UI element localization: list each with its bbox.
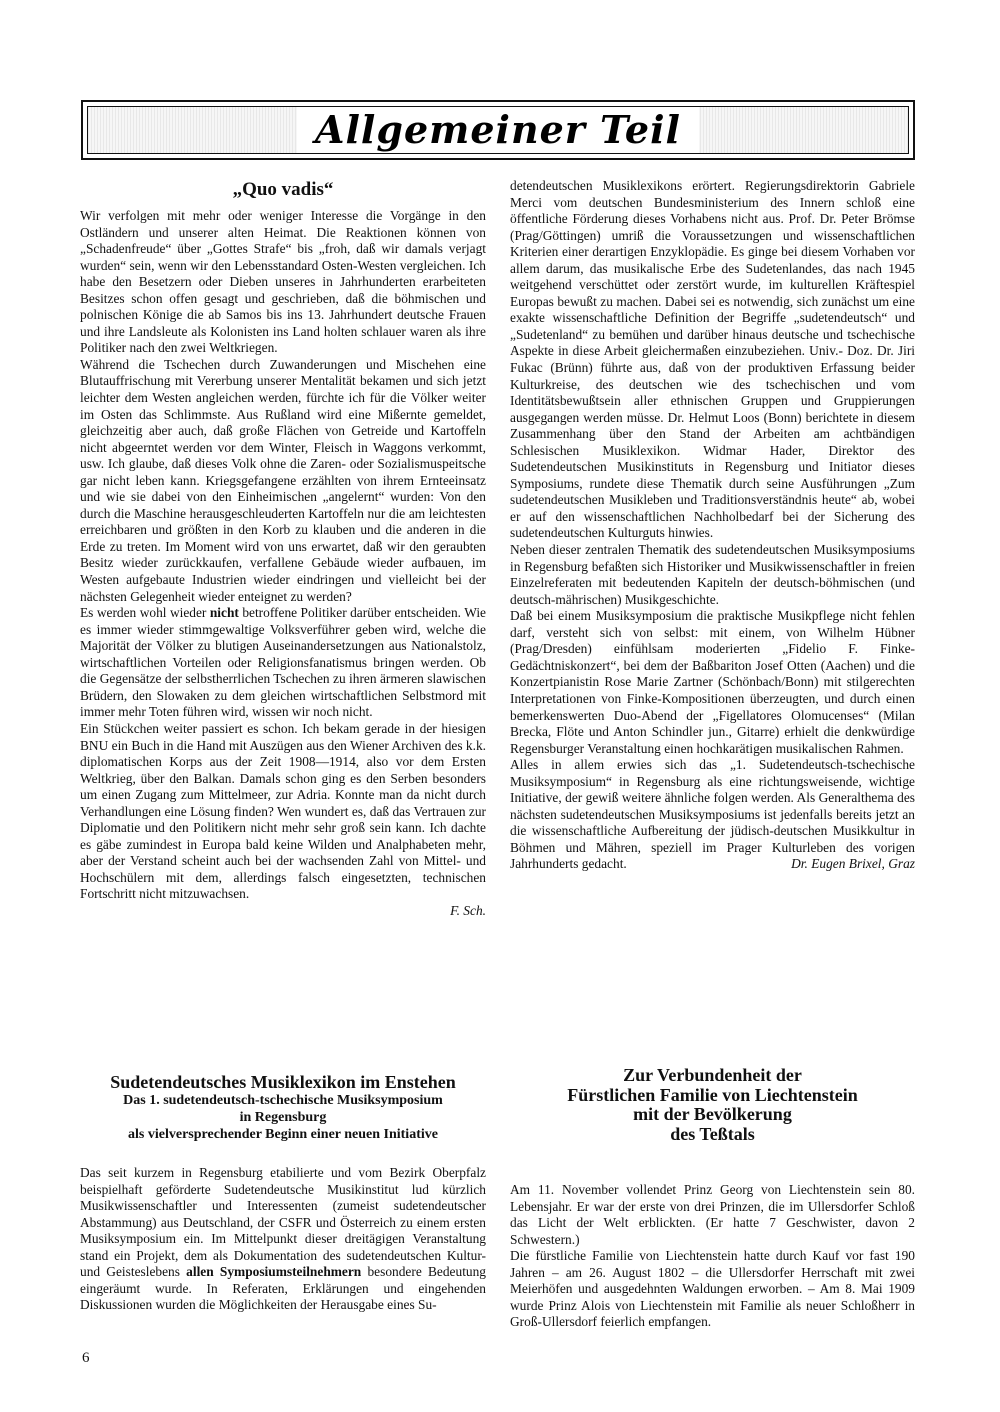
section-title: Allgemeiner Teil — [297, 107, 699, 153]
section-banner — [81, 100, 915, 160]
article-paragraph — [510, 757, 915, 873]
subheading-line: Das 1. sudetendeutsch-tschechische Musiksymposium — [123, 1093, 443, 1108]
article-paragraph — [80, 605, 486, 721]
text-span: Es werden wohl wieder — [80, 605, 210, 621]
musiklexikon-subheading — [80, 1092, 486, 1143]
author-signature: Dr. Eugen Brixel, Graz — [791, 856, 915, 872]
article-paragraph: Während die Tschechen durch Zuwanderungen und Mischehen eine Blutauffrischung mit Vererbung unserer Mentalität bekamen und sich jetzt leichter dem Westen angleichen werden, fürchte ich für die Völker weiter im Osten das Schlimmste. Aus Rußland wird eine Mißernte gemeldet, gleichzeitig aber auch, daß große Flächen von Getreide und Kartoffeln nicht abgeerntet werden vor dem Winter, Fleisch in Waggons verkommt, usw. Ich glaube, daß dieses Volk ohne die Zaren- oder Sozialismuspeitsche gar nicht leben kann. Kriegsgefangene erzählten von ihrem Ernteeinsatz und wie sie dabei von den Einheimischen „angelernt“ wurden: Von den durch die Maschine herausgeschleuderten Kartoffeln nur die am leichtesten erreichbaren und größten in den Korb zu klauben und die anderen in die Erde zu treten. Im Moment wird von uns erwartet, daß wir den geraubten Besitz wieder zurückkaufen, verfallene Gebäude wieder aufbauen, im Westen aufgebaute Industrien wieder eindringen und vielleicht bei der nächsten Gelegenheit wieder enteignet zu werden? — [80, 356, 486, 604]
article-paragraph: Neben dieser zentralen Thematik des sudetendeutschen Musiksymposiums in Regensburg befaßten sich Historiker und Musikwissenschaftler in freien Einzelreferaten mit bedeutenden Kapiteln der deutsch-böhmischen (und deutsch-mährischen) Musikgeschichte. — [510, 542, 915, 607]
article-paragraph: Wir verfolgen mit mehr oder weniger Interesse die Vorgänge in den Ostländern und unserer alten Heimat. Die Reaktionen können von „Schadenfreude“ über „Gottes Strafe“ bis „froh, daß wir damals verjagt wurden“ sein, wenn wir den Lebensstandard Osten-Westen vergleichen. Ich habe den Besetzern oder Dieben unseres in Jahrhunderten erarbeiteten Besitzes schon offen gesagt und geschrieben, daß die böhmischen und polnischen Könige die ab Samos bis ins 13. Jahrhundert deutsche Frauen und ihre Landsleute als Kolonisten ins Land holten schlauer waren als ihre Politiker nach den zwei Weltkriegen. — [80, 208, 486, 356]
quo-vadis-article — [80, 208, 486, 920]
musiklexikon-article — [80, 1165, 486, 1314]
liechtenstein-article — [510, 1182, 915, 1331]
text-span: Alles in allem erwies sich das „1. Sudetendeutsch-tschechische Musiksymposium“ in Regensburg als eine richtungsweisende, wichtige Initiative, der gewiß weitere ähnliche folgen werden. Als Generalthema des nächsten sudetendeutschen Musiksymposiums ist jedenfalls bereits jetzt an die wissenschaftliche Aufbereitung der jüdisch-deutschen Musikkultur in Böhmen und Mähren, speziell im Prager Kulturleben des vorigen Jahrhunderts gedacht. — [510, 757, 915, 872]
author-signature: F. Sch. — [450, 902, 486, 918]
heading-line: Fürstlichen Familie von Liechtenstein — [567, 1084, 858, 1105]
text-span: Das seit kurzem in Regensburg etabilierte und vom Bezirk Oberpfalz beispielhaft geförderte Sudetendeutsche Musikinstitut lud kürzlich Musikwissenschaftler und Interessenten (zumeist sudetendeutscher Abstammung) aus Deutschland, der CSFR und Österreich zu einem ersten Musiksymposium ein. Im Mittelpunkt dieser dreitägigen Veranstaltung stand ein Projekt, dem als Dokumentation des sudetendeutschen Kultur- und Geisteslebens — [80, 1165, 486, 1280]
heading-line: Zur Verbundenheit der — [623, 1065, 802, 1085]
musiklexikon-continuation — [510, 178, 915, 873]
quo-vadis-heading: „Quo vadis“ — [232, 179, 334, 200]
bold-text: nicht — [209, 605, 239, 621]
banner-hatched-background — [87, 106, 909, 154]
musiklexikon-heading: Sudetendeutsches Musiklexikon im Enstehen — [110, 1072, 456, 1092]
article-paragraph: Daß bei einem Musiksymposium die praktische Musikpflege nicht fehlen darf, versteht sich von selbst: mit einem, von Wilhelm Hübner (Prag/Dresden) einfühlsam moderierten „Fidelio F. Finke-Gedächtniskonzert“, bei dem der Baßbariton Josef Otten (Aachen) und die Konzertpianistin Rose Marie Zartner (Schönbach/Bonn) mit stilgerechten Interpretationen von Finke-Kompositionen überzeugten, und durch einen bemerkenswerten Duo-Abend der „Figellatores Olomucenses“ (Milan Brecka, Flöte und Anton Schindler jun., Gitarre) erhielt die denkwürdige Regensburger Veranstaltung einen hochkarätigen musikalischen Rahmen. — [510, 608, 915, 756]
text-span: besondere Bedeutung eingeräumt wurde. In Referaten, Erklärungen und eingehenden Diskussionen wurden die Möglichkeiten der Herausgabe eines Su- — [80, 1264, 486, 1313]
article-paragraph: Ein Stückchen weiter passiert es schon. Ich bekam gerade in der hiesigen BNU ein Buch in die Hand mit Auszügen aus den Wiener Archiven des k.k. diplomatischen Korps aus der Zeit 1908—1914, also vor dem Ersten Weltkrieg, über den Balkan. Damals schon ging es den Serben besonders um einen Zugang zum Mittelmeer, zur Adria. Konnte man da nicht durch Verhandlungen eine Lösung finden? Wen wundert es, daß das Vertrauen zur Diplomatie und den Politikern nicht mehr sehr groß sein kann. Ich dachte es gäbe zumindest in Europa bald keine Wilden und Analphabeten mehr, aber der Verstand scheint auch bei der wachsenden Zahl von Mittel- und Hochschülern mit dem, allerdings falsch eingesetzten, technischen Fortschritt nicht mitzuwachsen. — [80, 720, 486, 902]
liechtenstein-heading — [510, 1066, 915, 1144]
bold-text: allen Symposiumsteilnehmern — [186, 1264, 362, 1280]
article-paragraph — [80, 1165, 486, 1314]
subheading-line: in Regensburg — [239, 1110, 327, 1125]
article-paragraph: detendeutschen Musiklexikons erörtert. Regierungsdirektorin Gabriele Merci vom deutschen Bundesministerium des Innern schloß eine öffentliche Förderung dieses Vorhabens nicht aus. Prof. Dr. Peter Brömse (Prag/Göttingen) umriß die Voraussetzungen und wissenschaftlichen Kriterien einer derartigen Enzyklopädie. Es ginge bei diesem Vorhaben vor allem darum, das musikalische Erbe des Sudetenlandes, das nach 1945 weitgehend verschüttet oder zerstört wurde, im kulturellen Kräftespiel Europas bewußt zu machen. Dabei sei es notwendig, sich zunächst um eine exakte wissenschaftliche Definition der Begriffe „sudetendeutsch“ und „Sudetenland“ zu bemühen und darüber hinaus deutsche und tschechische Aspekte in diese Arbeit gleichermaßen einzubeziehen. Univ.- Doz. Dr. Jiri Fukac (Brünn) führte aus, daß von der produktiven Erfassung beider Kulturkreise, des deutschen wie des tschechischen und vom Identitätsbewußtsein aller ethnischen Gruppen und Gruppierungen ausgegangen werden müsse. Dr. Helmut Loos (Bonn) berichtete in diesem Zusammenhang über den Stand der Arbeiten am achtbändigen Schlesischen Musiklexikon. Widmar Hader, Direktor des Sudetendeutschen Musikinstituts in Regensburg und Initiator dieses Symposiums, rundete diese Thematik durch seine Ausführungen „Zum sudetendeutschen Musikleben und Traditionsverständnis heute“ ab, wobei er auf den wissenschaftlichen Nachholbedarf bei der Sicherung des sudetendeutschen Kulturguts hinwies. — [510, 178, 915, 541]
article-paragraph: Die fürstliche Familie von Liechtenstein hatte durch Kauf vor fast 190 Jahren – am 26. August 1802 – die Ullersdorfer Herrschaft mit zwei Meierhöfen und ausgedehnten Waldungen erworben. – Am 8. Mai 1909 wurde Prinz Alois von Liechtenstein mit Familie als neuer Schloßherr in Groß-Ullersdorf feierlich empfangen. — [510, 1248, 915, 1330]
article-paragraph: Am 11. November vollendet Prinz Georg von Liechtenstein sein 80. Lebensjahr. Er war der erste von drei Prinzen, die im Ullersdorfer Schloß das Licht der Welt erblickten. (Er hatte 7 Geschwister, davon 2 Schwestern.) — [510, 1182, 915, 1247]
heading-line: mit der Bevölkerung — [633, 1104, 792, 1124]
page-number: 6 — [82, 1350, 90, 1366]
subheading-line: als vielversprechender Beginn einer neuen Initiative — [128, 1127, 438, 1142]
heading-line: des Teßtals — [670, 1123, 755, 1144]
text-span: betroffene Politiker darüber entscheiden. Wie es immer wieder stimmgewaltige Volksverführer geben wird, welche die Majorität der Völker zu blutigen Auseinandersetzungen aus Nationalstolz, wirtschaftlichen Vorteilen oder Religionsfanatismus bringen werden. Ob die Gegensätze der selbstherrlichen Tschechen zu ihren ärmeren slawischen Brüdern, den Slowaken zu dem gleichen wirtschaftlichen Selbstmord mit immer mehr Toten führen wird, wissen wir noch nicht. — [80, 605, 486, 720]
